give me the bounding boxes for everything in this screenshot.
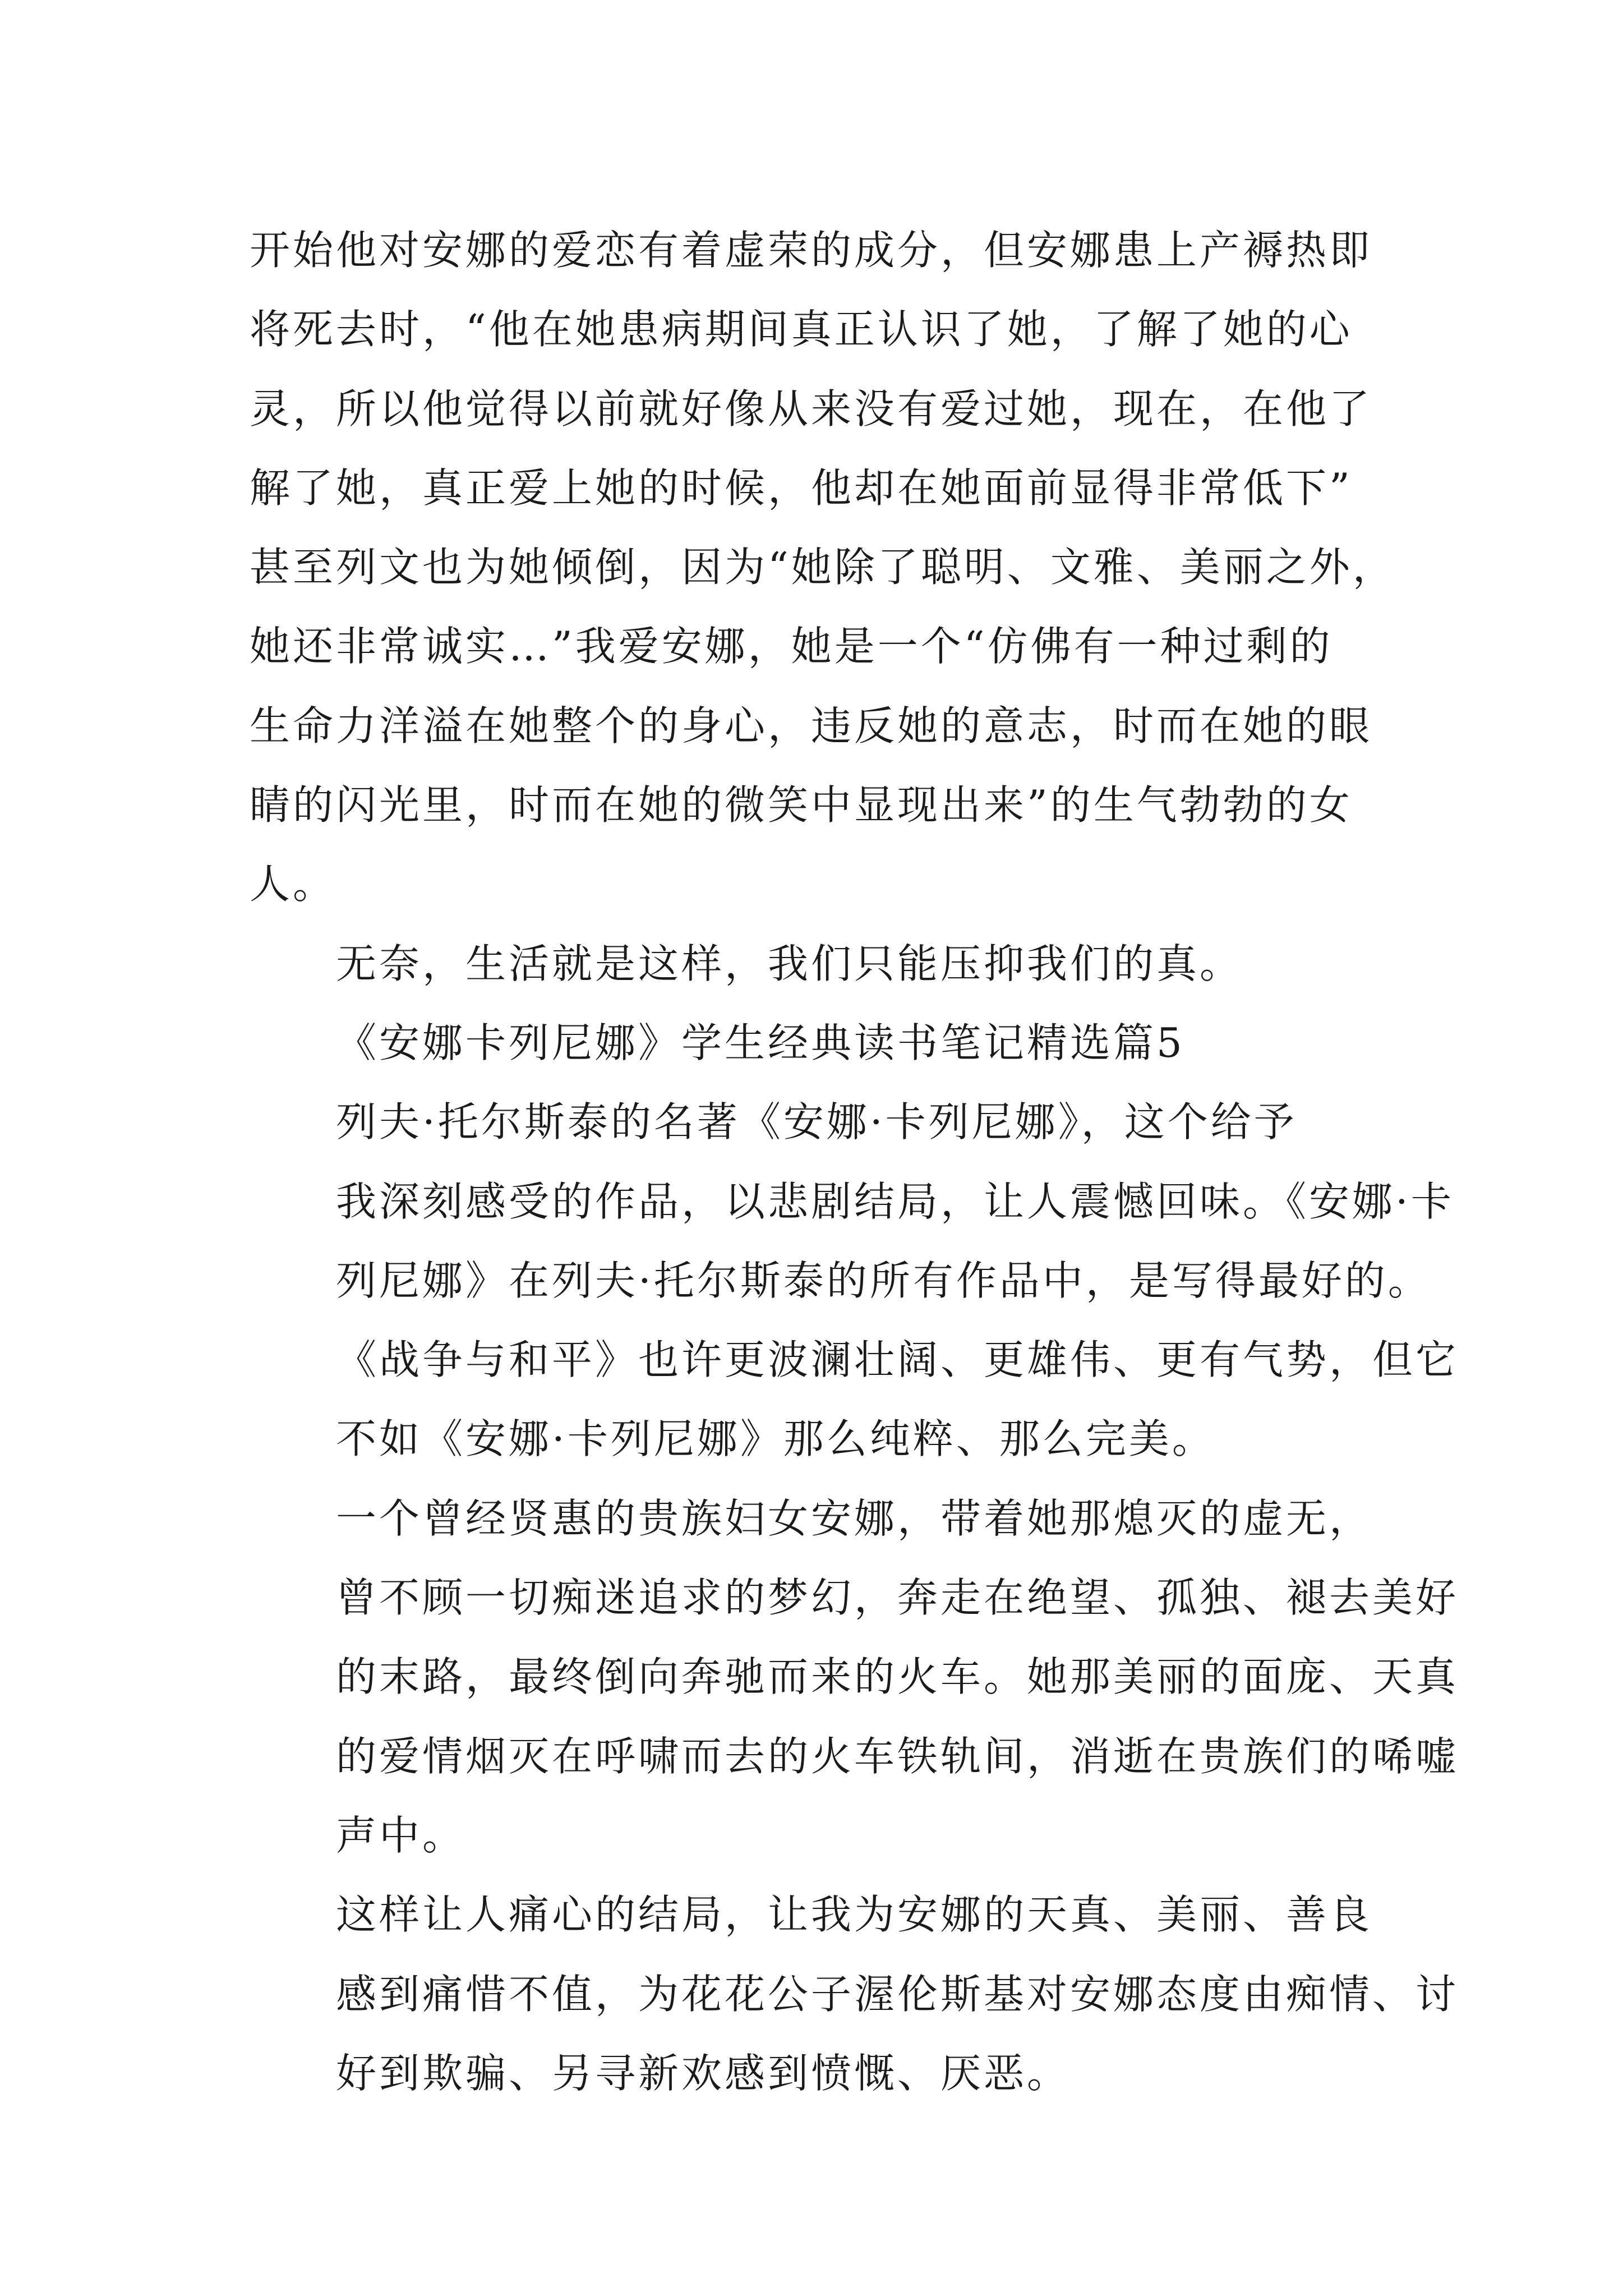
text-line: 感到痛惜不值，为花花公子渥伦斯基对安娜态度由痴情、讨	[336, 1970, 1459, 2018]
text-line: 她还非常诚实…”我爱安娜，她是一个“仿佛有一种过剩的	[250, 623, 1333, 670]
text-line: 一个曾经贤惠的贵族妇女安娜，带着她那熄灭的虚无，	[336, 1494, 1373, 1542]
text-line: 甚至列文也为她倾倒，因为“她除了聪明、文雅、美丽之外，	[250, 544, 1396, 591]
text-line: 好到欺骗、另寻新欢感到愤慨、厌恶。	[336, 2049, 1071, 2097]
text-line: 解了她，真正爱上她的时候，他却在她面前显得非常低下”	[250, 464, 1353, 512]
paragraph	[250, 1004, 1399, 1083]
paragraph	[250, 1875, 1459, 2113]
text-line: 的爱情烟灭在呼啸而去的火车铁轨间，消逝在贵族们的唏嘘	[336, 1732, 1459, 1780]
text-line: 不如《安娜·卡列尼娜》那么纯粹、那么完美。	[336, 1415, 1215, 1463]
text-line: 这样让人痛心的结局，让我为安娜的天真、美丽、善良	[336, 1891, 1373, 1939]
text-line: 曾不顾一切痴迷追求的梦幻，奔走在绝望、孤独、褪去美好	[336, 1574, 1459, 1622]
text-line: 生命力洋溢在她整个的身心，违反她的意志，时而在她的眼	[250, 702, 1373, 749]
text-line: 的末路，最终倒向奔驰而来的火车。她那美丽的面庞、天真	[336, 1653, 1459, 1701]
text-line: 开始他对安娜的爱恋有着虚荣的成分，但安娜患上产褥热即	[250, 227, 1373, 274]
text-line: 人。	[250, 861, 336, 908]
text-line: 声中。	[336, 1811, 466, 1859]
paragraph	[250, 924, 1399, 1004]
text-line: 列夫·托尔斯泰的名著《安娜·卡列尼娜》，这个给予	[336, 1098, 1297, 1146]
text-line: 列尼娜》在列夫·托尔斯泰的所有作品中，是写得最好的。	[336, 1257, 1431, 1304]
paragraph	[250, 1083, 1459, 1479]
text-line: 《战争与和平》也许更波澜壮阔、更雄伟、更有气势，但它	[336, 1336, 1459, 1384]
text-line: 睛的闪光里，时而在她的微笑中显现出来”的生气勃勃的女	[250, 781, 1353, 829]
text-line: 《安娜卡列尼娜》学生经典读书笔记精选篇5	[336, 1019, 1185, 1066]
paragraph	[250, 211, 1399, 924]
document-body	[250, 211, 1459, 2113]
text-line: 我深刻感受的作品，以悲剧结局，让人震憾回味。《安娜·卡	[336, 1177, 1454, 1225]
paragraph	[250, 1479, 1459, 1875]
text-line: 将死去时，“他在她患病期间真正认识了她，了解了她的心	[250, 306, 1353, 353]
text-line: 无奈，生活就是这样，我们只能压抑我们的真。	[336, 940, 1243, 987]
text-line: 灵，所以他觉得以前就好像从来没有爱过她，现在，在他了	[250, 385, 1373, 432]
